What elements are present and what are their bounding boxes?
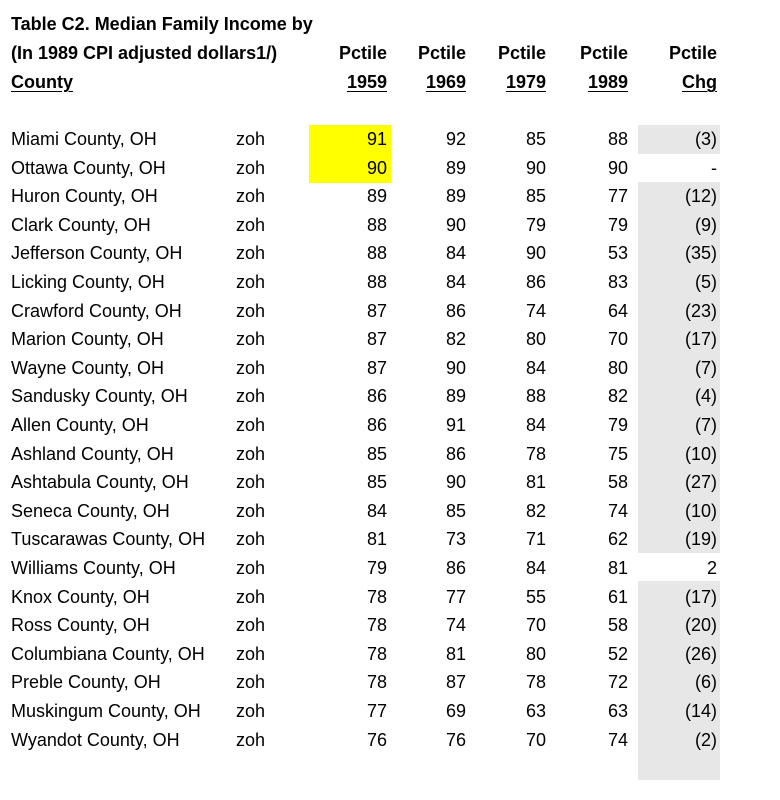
state-code: zoh	[236, 243, 266, 264]
pctile-1979: 79	[525, 214, 546, 235]
pctile-1989: 75	[607, 443, 628, 464]
state-code: zoh	[236, 157, 266, 178]
pctile-1959: 87	[366, 329, 387, 350]
pctile-1969: 84	[445, 243, 466, 264]
pctile-1979: 84	[525, 558, 546, 578]
state-code: zoh	[236, 186, 266, 207]
state-code: zoh	[236, 214, 266, 235]
pctile-1979: 88	[525, 386, 546, 407]
pctile-1969: 86	[445, 443, 466, 464]
pctile-1979: 63	[525, 701, 546, 721]
pctile-chg: (3)	[695, 129, 717, 149]
county-name: Wyandot County, OH	[11, 729, 180, 750]
state-code: zoh	[236, 586, 266, 607]
pctile-1989: 53	[607, 243, 628, 264]
table-row	[0, 668, 780, 696]
county-name: Ashland County, OH	[11, 443, 174, 464]
pctile-1959: 89	[366, 186, 387, 207]
pctile-1989: 77	[607, 186, 628, 207]
pctile-1979: 85	[525, 186, 546, 207]
pctile-1959: 90	[366, 157, 387, 178]
header-year-1969: 1969	[425, 72, 466, 92]
table-row	[0, 497, 780, 525]
pctile-1969: 82	[445, 329, 466, 350]
pctile-1979: 86	[525, 272, 546, 292]
pctile-chg: (10)	[684, 443, 717, 464]
county-name: Ashtabula County, OH	[11, 472, 189, 493]
pctile-chg: (19)	[684, 529, 717, 550]
table-row	[0, 440, 780, 468]
pctile-1989: 70	[607, 329, 628, 350]
pctile-1969: 69	[445, 701, 466, 721]
pctile-1969: 81	[445, 643, 466, 664]
state-code: zoh	[236, 357, 266, 378]
pctile-1969: 90	[445, 357, 466, 378]
state-code: zoh	[236, 672, 266, 693]
pctile-1969: 86	[445, 558, 466, 578]
pctile-1979: 81	[525, 472, 546, 493]
pctile-1989: 79	[607, 214, 628, 235]
state-code: zoh	[236, 329, 266, 350]
pctile-1989: 83	[607, 272, 628, 292]
pctile-1989: 80	[607, 357, 628, 378]
pctile-1969: 87	[445, 672, 466, 693]
table-row	[0, 154, 780, 182]
header-pctile-1989-top: Pctile	[579, 43, 628, 63]
pctile-1959: 76	[366, 729, 387, 750]
county-name: Marion County, OH	[11, 329, 164, 350]
pctile-chg: (14)	[684, 701, 717, 721]
pctile-chg: (17)	[684, 586, 717, 607]
county-name: Ross County, OH	[11, 615, 150, 636]
county-name: Preble County, OH	[11, 672, 161, 693]
pctile-chg: (7)	[695, 357, 717, 378]
pctile-1959: 79	[366, 558, 387, 578]
pctile-1989: 52	[607, 643, 628, 664]
table-row	[0, 125, 780, 153]
header-pctile-1979-top: Pctile	[497, 43, 546, 63]
table-row	[0, 525, 780, 553]
pctile-1959: 78	[366, 586, 387, 607]
table-subtitle: (In 1989 CPI adjusted dollars1/)	[11, 43, 278, 63]
table-row	[0, 325, 780, 353]
pctile-1959: 84	[366, 500, 387, 521]
table-row	[0, 211, 780, 239]
pctile-1979: 55	[525, 586, 546, 607]
pctile-chg: 2	[706, 558, 717, 578]
pctile-1989: 58	[607, 472, 628, 493]
pctile-1969: 91	[445, 415, 466, 435]
pctile-1959: 86	[366, 386, 387, 407]
pctile-1959: 85	[366, 443, 387, 464]
pctile-chg: (4)	[695, 386, 717, 407]
county-name: Clark County, OH	[11, 214, 151, 235]
county-name: Huron County, OH	[11, 186, 158, 207]
table-row	[0, 297, 780, 325]
state-code: zoh	[236, 300, 266, 321]
table-row	[0, 697, 780, 725]
pctile-1979: 90	[525, 157, 546, 178]
pctile-1959: 77	[366, 701, 387, 721]
pctile-1969: 86	[445, 300, 466, 321]
pctile-1979: 74	[525, 300, 546, 321]
county-name: Ottawa County, OH	[11, 157, 166, 178]
pctile-1989: 64	[607, 300, 628, 321]
pctile-1979: 78	[525, 672, 546, 693]
pctile-chg: (12)	[684, 186, 717, 207]
county-name: Allen County, OH	[11, 415, 149, 435]
pctile-1989: 79	[607, 415, 628, 435]
state-code: zoh	[236, 129, 266, 149]
header-year-1959: 1959	[346, 72, 387, 92]
county-name: Licking County, OH	[11, 272, 165, 292]
pctile-1959: 88	[366, 243, 387, 264]
header-county: County	[11, 72, 73, 92]
pctile-1969: 89	[445, 386, 466, 407]
pctile-1989: 90	[607, 157, 628, 178]
county-name: Tuscarawas County, OH	[11, 529, 206, 550]
county-name: Muskingum County, OH	[11, 701, 201, 721]
pctile-1989: 63	[607, 701, 628, 721]
pctile-chg: (23)	[684, 300, 717, 321]
table-row	[0, 239, 780, 267]
table-row	[0, 726, 780, 754]
pctile-chg: (9)	[695, 214, 717, 235]
table-row	[0, 268, 780, 296]
pctile-1989: 88	[607, 129, 628, 149]
table-row	[0, 640, 780, 668]
table-row	[0, 354, 780, 382]
pctile-1959: 88	[366, 214, 387, 235]
state-code: zoh	[236, 386, 266, 407]
pctile-1979: 80	[525, 643, 546, 664]
county-name: Columbiana County, OH	[11, 643, 205, 664]
pctile-1989: 74	[607, 729, 628, 750]
pctile-1969: 76	[445, 729, 466, 750]
pctile-chg: (7)	[695, 415, 717, 435]
pctile-1959: 78	[366, 615, 387, 636]
pctile-1989: 61	[607, 586, 628, 607]
county-name: Sandusky County, OH	[11, 386, 188, 407]
table-row	[0, 182, 780, 210]
header-pctile-chg-top: Pctile	[668, 43, 717, 63]
pctile-1959: 78	[366, 672, 387, 693]
pctile-1969: 89	[445, 157, 466, 178]
pctile-chg: (17)	[684, 329, 717, 350]
pctile-1979: 90	[525, 243, 546, 264]
pctile-chg: (2)	[695, 729, 717, 750]
table-row	[0, 468, 780, 496]
pctile-1959: 88	[366, 272, 387, 292]
pctile-1959: 87	[366, 357, 387, 378]
state-code: zoh	[236, 729, 266, 750]
pctile-1959: 86	[366, 415, 387, 435]
state-code: zoh	[236, 558, 266, 578]
pctile-1979: 84	[525, 415, 546, 435]
pctile-1959: 91	[366, 129, 387, 149]
pctile-chg: -	[711, 157, 717, 178]
state-code: zoh	[236, 701, 266, 721]
pctile-1959: 78	[366, 643, 387, 664]
pctile-1969: 74	[445, 615, 466, 636]
pctile-chg: (35)	[684, 243, 717, 264]
pctile-1979: 71	[525, 529, 546, 550]
state-code: zoh	[236, 272, 266, 292]
pctile-1989: 72	[607, 672, 628, 693]
pctile-1979: 82	[525, 500, 546, 521]
pctile-1989: 81	[607, 558, 628, 578]
table-row	[0, 382, 780, 410]
pctile-1969: 89	[445, 186, 466, 207]
table-row	[0, 554, 780, 582]
table-row	[0, 411, 780, 439]
state-code: zoh	[236, 615, 266, 636]
pctile-1979: 85	[525, 129, 546, 149]
pctile-1979: 80	[525, 329, 546, 350]
pctile-chg: (27)	[684, 472, 717, 493]
pctile-1969: 85	[445, 500, 466, 521]
pctile-1969: 90	[445, 214, 466, 235]
pctile-chg: (20)	[684, 615, 717, 636]
pctile-1979: 78	[525, 443, 546, 464]
county-name: Wayne County, OH	[11, 357, 165, 378]
pctile-1969: 92	[445, 129, 466, 149]
state-code: zoh	[236, 643, 266, 664]
state-code: zoh	[236, 500, 266, 521]
state-code: zoh	[236, 415, 266, 435]
pctile-1989: 82	[607, 386, 628, 407]
pctile-1979: 84	[525, 357, 546, 378]
state-code: zoh	[236, 529, 266, 550]
pctile-chg: (6)	[695, 672, 717, 693]
pctile-1969: 90	[445, 472, 466, 493]
pctile-1959: 81	[366, 529, 387, 550]
state-code: zoh	[236, 472, 266, 493]
pctile-1989: 74	[607, 500, 628, 521]
pctile-1959: 85	[366, 472, 387, 493]
table-row	[0, 583, 780, 611]
pctile-1989: 62	[607, 529, 628, 550]
pctile-1969: 77	[445, 586, 466, 607]
county-name: Crawford County, OH	[11, 300, 182, 321]
county-name: Knox County, OH	[11, 586, 150, 607]
pctile-1969: 73	[445, 529, 466, 550]
header-pctile-1969-top: Pctile	[417, 43, 466, 63]
table-row	[0, 611, 780, 639]
pctile-chg: (26)	[684, 643, 717, 664]
header-chg: Chg	[682, 72, 717, 92]
county-name: Williams County, OH	[11, 558, 176, 578]
pctile-1979: 70	[525, 729, 546, 750]
state-code: zoh	[236, 443, 266, 464]
county-name: Jefferson County, OH	[11, 243, 183, 264]
pctile-1989: 58	[607, 615, 628, 636]
pctile-1979: 70	[525, 615, 546, 636]
header-year-1989: 1989	[587, 72, 628, 92]
header-pctile-1959-top: Pctile	[338, 43, 387, 63]
county-name: Seneca County, OH	[11, 500, 170, 521]
county-name: Miami County, OH	[11, 129, 157, 149]
pctile-1969: 84	[445, 272, 466, 292]
pctile-chg: (10)	[684, 500, 717, 521]
pctile-chg: (5)	[695, 272, 717, 292]
header-year-1979: 1979	[505, 72, 546, 92]
table-title: Table C2. Median Family Income by	[11, 14, 313, 34]
pctile-1959: 87	[366, 300, 387, 321]
